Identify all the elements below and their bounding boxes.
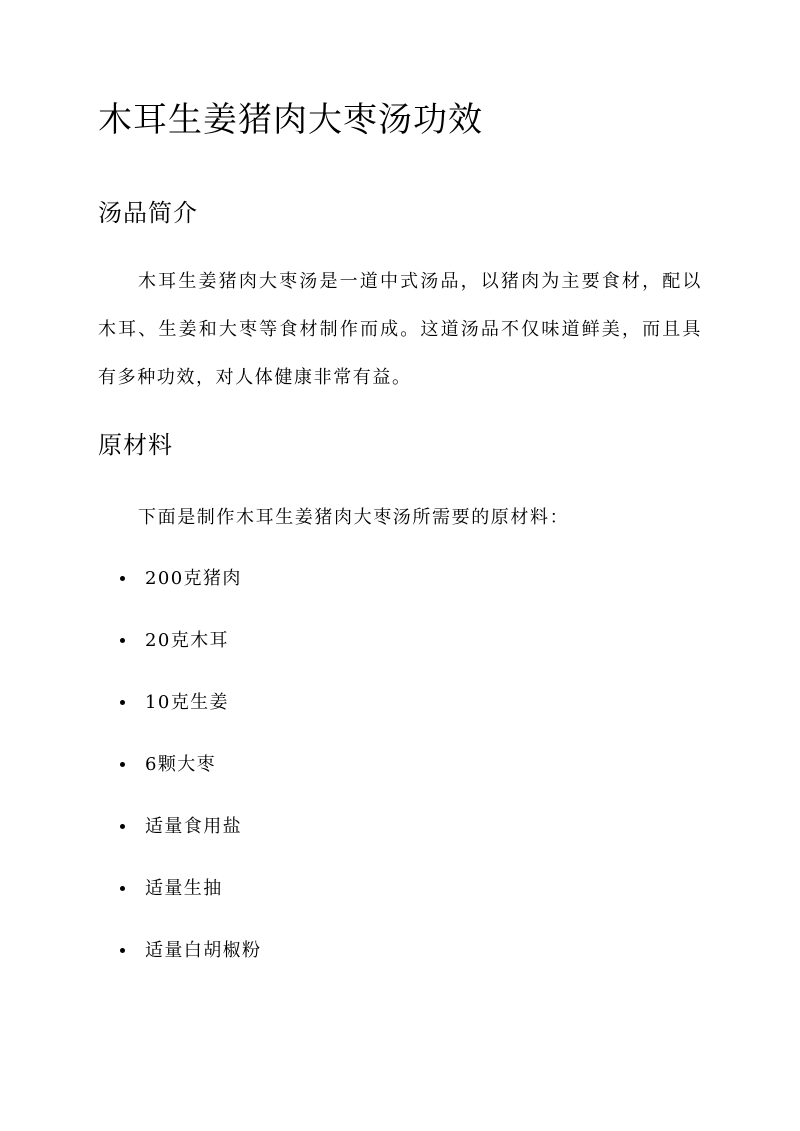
ingredient-list (98, 557, 702, 991)
document-title: 木耳生姜猪肉大枣汤功效 (98, 100, 483, 140)
section-heading-intro: 汤品简介 (98, 199, 198, 227)
bullet-icon (120, 886, 125, 891)
list-item (98, 557, 702, 619)
list-item (98, 867, 702, 929)
bullet-icon (120, 824, 125, 829)
ingredient-text: 适量白胡椒粉 (145, 940, 262, 961)
bullet-icon (120, 762, 125, 767)
bullet-icon (120, 576, 125, 581)
ingredient-text: 200克猪肉 (145, 568, 242, 589)
list-item (98, 619, 702, 681)
ingredients-paragraph: 下面是制作木耳生姜猪肉大枣汤所需要的原材料： (138, 507, 570, 528)
ingredient-text: 6颗大枣 (145, 754, 217, 775)
list-item (98, 805, 702, 867)
intro-paragraph: 木耳生姜猪肉大枣汤是一道中式汤品，以猪肉为主要食材，配以木耳、生姜和大枣等食材制作而成。这道汤品不仅味道鲜美，而且具有多种功效，对人体健康非常有益。 (98, 271, 702, 388)
bullet-icon (120, 948, 125, 953)
ingredient-text: 适量食用盐 (145, 816, 242, 837)
ingredient-text: 20克木耳 (145, 630, 229, 651)
bullet-icon (120, 700, 125, 705)
bullet-icon (120, 638, 125, 643)
ingredient-text: 10克生姜 (145, 692, 229, 713)
list-item (98, 743, 702, 805)
ingredient-text: 适量生抽 (145, 878, 223, 899)
section-heading-ingredients: 原材料 (98, 431, 173, 459)
list-item (98, 681, 702, 743)
list-item (98, 929, 702, 991)
